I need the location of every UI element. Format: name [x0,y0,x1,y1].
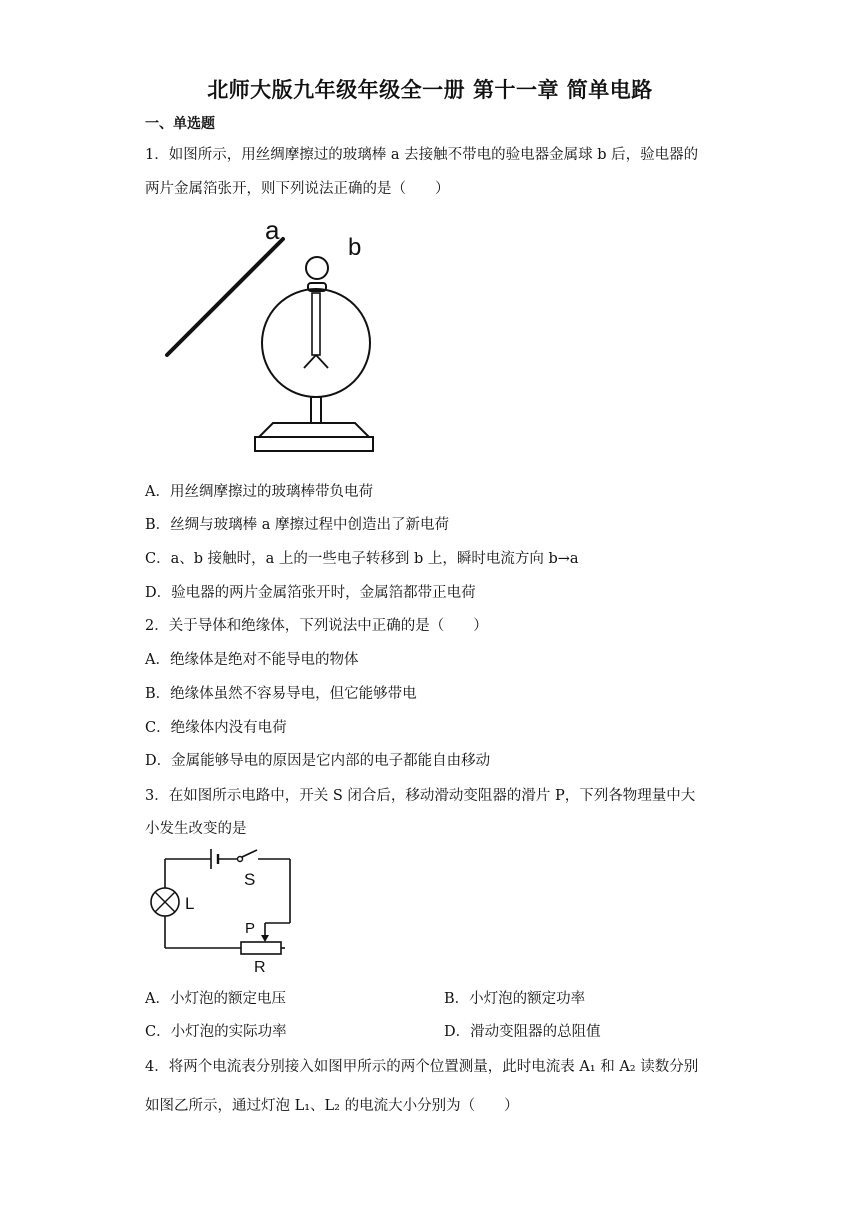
label-L: L [185,894,195,913]
q4-stem-line1: 4．将两个电流表分别接入如图甲所示的两个位置测量，此时电流表 A₁ 和 A₂ 读数分别 [145,1059,699,1075]
switch-contact [238,857,243,862]
section-heading: 一、单选题 [145,116,215,132]
q2-option-b: B．绝缘体虽然不容易导电，但它能够带电 [145,686,417,702]
metal-ball [306,257,328,279]
rheostat [241,942,281,954]
glass-rod [167,239,283,355]
electroscope-jar [262,289,370,397]
q2-stem: 2．关于导体和绝缘体，下列说法中正确的是（ ） [145,618,488,634]
label-b: b [348,234,362,261]
slider-arrow [261,935,269,942]
q1-stem-line2: 两片金属箔张开，则下列说法正确的是（ ） [145,181,450,197]
metal-rod [312,293,320,355]
circuit-figure [145,845,305,975]
q2-option-c: C．绝缘体内没有电荷 [145,720,287,736]
foil-left [304,355,316,368]
q3-option-c: C．小灯泡的实际功率 [145,1024,287,1040]
q3-stem-line1: 3．在如图所示电路中，开关 S 闭合后，移动滑动变阻器的滑片 P，下列各物理量中大 [145,788,696,804]
switch-blade [242,850,257,857]
page-title: 北师大版九年级年级全一册 第十一章 简单电路 [207,78,653,102]
q3-option-b: B．小灯泡的额定功率 [444,991,586,1007]
label-P: P [245,920,256,937]
q3-option-a: A．小灯泡的额定电压 [145,991,286,1007]
q3-option-d: D．滑动变阻器的总阻值 [444,1024,601,1040]
q1-option-c: C．a、b 接触时，a 上的一些电子转移到 b 上，瞬时电流方向 b→a [145,551,579,567]
q1-option-a: A．用丝绸摩擦过的玻璃棒带负电荷 [145,484,373,500]
q1-option-d: D．验电器的两片金属箔张开时，金属箔都带正电荷 [145,585,476,601]
q4-stem-line2: 如图乙所示，通过灯泡 L₁、L₂ 的电流大小分别为（ ） [145,1098,519,1114]
q2-option-d: D．金属能够导电的原因是它内部的电子都能自由移动 [145,753,491,769]
stand-base [255,437,373,451]
electroscope-figure [155,215,385,460]
q3-stem-line2: 小发生改变的是 [145,821,247,837]
label-a: a [265,215,280,245]
q1-stem-line1: 1．如图所示，用丝绸摩擦过的玻璃棒 a 去接触不带电的验电器金属球 b 后，验电器的 [145,147,699,163]
label-R: R [254,959,266,975]
stand-post [311,397,321,423]
label-S: S [244,870,256,889]
q2-option-a: A．绝缘体是绝对不能导电的物体 [145,652,359,668]
foil-right [316,355,328,368]
q1-option-b: B．丝绸与玻璃棒 a 摩擦过程中创造出了新电荷 [145,517,450,533]
stand-base-top [259,423,369,437]
